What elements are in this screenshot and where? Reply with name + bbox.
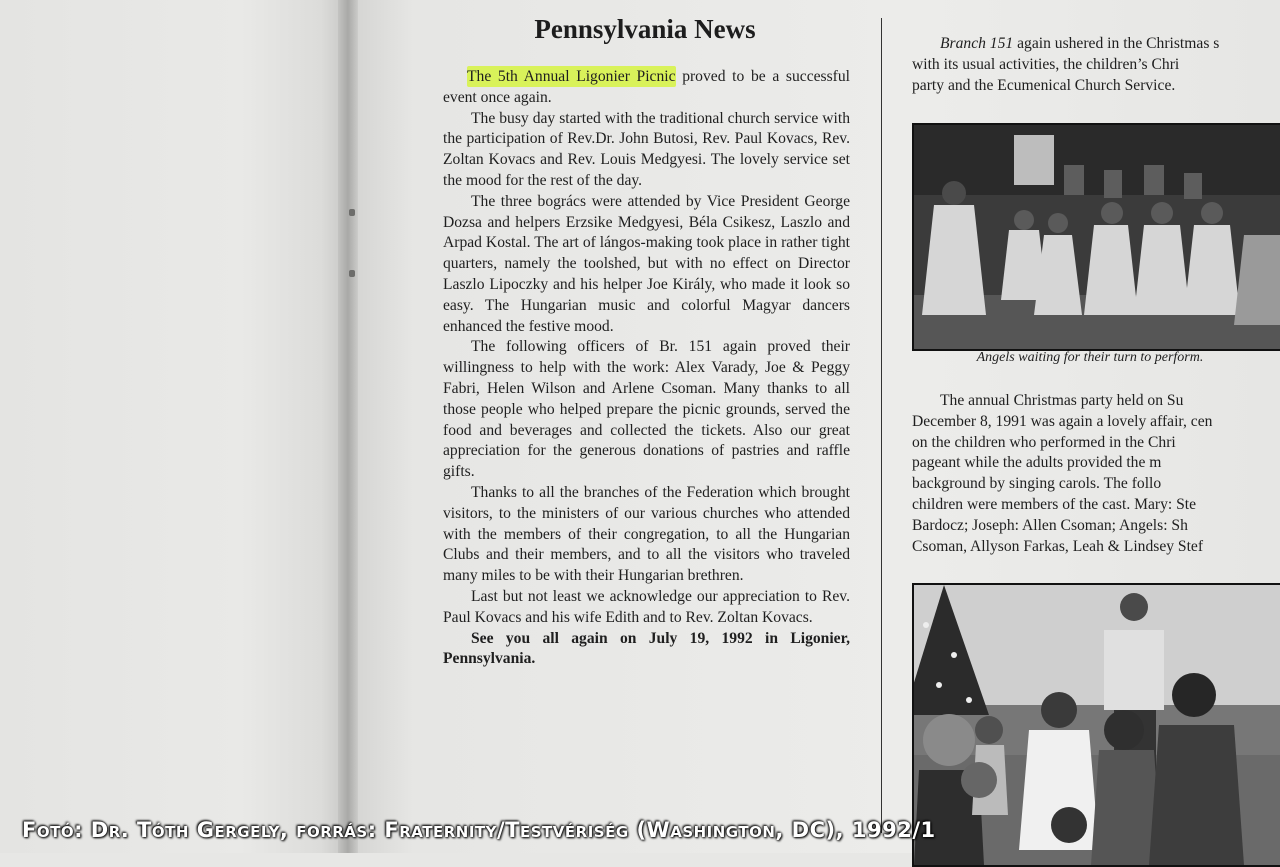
highlighted-text: The 5th Annual Ligonier Picnic [467, 68, 676, 85]
article-paragraph: The three bogrács were attended by Vice President George Dozsa and helpers Erzsike Medgyesi, Béla Csikesz, Laszlo and Arpad Kostal. The art of lángos-making took place in rather tight quarters, namely the toolshed, but with no effect on Director Laszlo Lipoczky and his helper Joe Király, who made it look so easy. The Hungarian music and colorful Magyar dancers enhanced the festive mood. [443, 192, 850, 335]
party-line: on the children who performed in the Chri [912, 433, 1176, 451]
article-paragraph [443, 67, 850, 109]
article-closing: See you all again on July 19, 1992 in Ligonier, Pennsylvania. [443, 629, 850, 668]
staple-hole [349, 209, 355, 216]
party-line: children were members of the cast. Mary: Ste [912, 495, 1197, 513]
party-line: Csoman, Allyson Farkas, Leah & Lindsey Stef [912, 537, 1204, 555]
column-divider [881, 18, 882, 833]
party-line: background by singing carols. The follo [912, 475, 1162, 493]
photo-credit: Fotó: Dr. Tóth Gergely, forrás: Fraternity/Testvériség (Washington, DC), 1992/1 [22, 818, 936, 842]
angels-photo [912, 123, 1280, 351]
party-line: pageant while the adults provided the m [912, 454, 1162, 472]
photo-caption: Angels waiting for their turn to perform. [976, 350, 1204, 365]
branch-intro [912, 34, 1280, 96]
intro-line: Branch 151 again ushered in the Christmas s [940, 35, 1220, 52]
intro-line: with its usual activities, the children’s Chri [912, 55, 1180, 73]
article-paragraph: The following officers of Br. 151 again proved their willingness to help with the work: Alex Varady, Joe & Peggy Fabri, Helen Wilson and Arlene Csoman. Many thanks to all those people who helped prepare the picnic grounds, served the food and beverages and collected the tickets. Also our great appreciation for the generous donations of pastries and raffle gifts. [443, 338, 850, 481]
left-page [0, 0, 345, 853]
page-title: Pennsylvania News [534, 14, 756, 44]
christmas-party-text [912, 391, 1280, 557]
party-line: Bardocz; Joseph: Allen Csoman; Angels: Sh [912, 516, 1188, 534]
intro-line: party and the Ecumenical Church Service. [912, 76, 1176, 94]
staple-hole [349, 270, 355, 277]
article-text: proved to be a successful event once again. [443, 68, 850, 106]
article-paragraph: Last but not least we acknowledge our appreciation to Rev. Paul Kovacs and his wife Edith and to Rev. Zoltan Kovacs. [443, 587, 850, 626]
christmas-party-photo [912, 583, 1280, 867]
article-paragraph: The busy day started with the traditional church service with the participation of Rev.Dr. John Butosi, Rev. Paul Kovacs, Rev. Zoltan Kovacs and Rev. Louis Medgyesi. The lovely service set the mood for the rest of the day. [443, 109, 850, 189]
article-column [443, 67, 850, 670]
article-paragraph: Thanks to all the branches of the Federation which brought visitors, to the ministers of our various churches who attended with the members of their congregation, to all the Hungarian Clubs and their members, and to all the visitors who traveled many miles to be with their Hungarian brethren. [443, 483, 850, 585]
page-gutter [338, 0, 360, 853]
party-line: The annual Christmas party held on Su [940, 392, 1184, 409]
party-line: December 8, 1991 was again a lovely affair, cen [912, 412, 1213, 430]
